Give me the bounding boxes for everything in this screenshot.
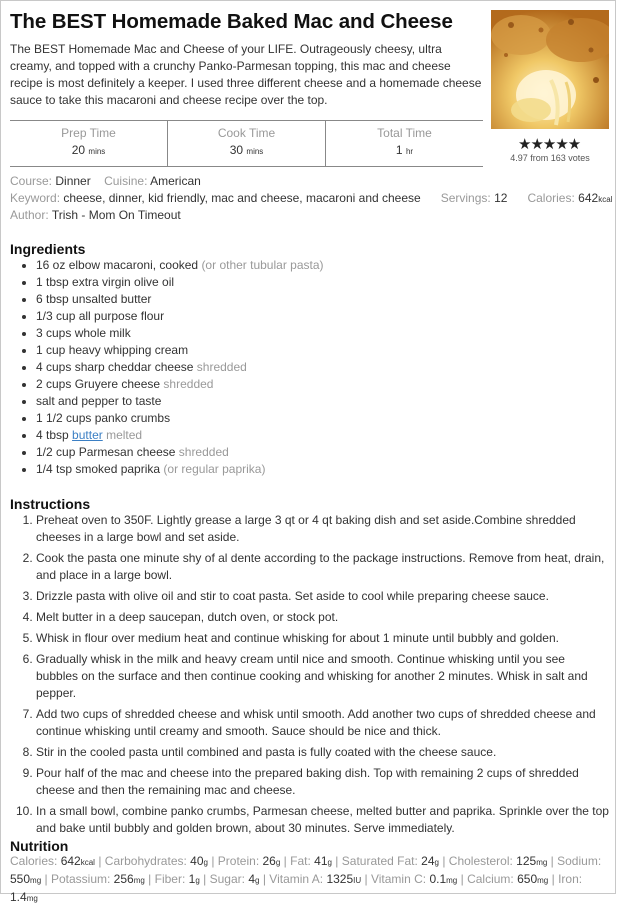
calories-value: 642kcal	[578, 191, 613, 205]
ingredient-item: • 6 tbsp unsalted butter	[36, 291, 324, 308]
prep-time-value: 20 mins	[71, 143, 106, 157]
ingredient-item: • 1/4 tsp smoked paprika (or regular paprika)	[36, 461, 324, 478]
instruction-step: 1. Preheat oven to 350F. Lightly grease a large 3 qt or 4 qt baking dish and set aside.Combine shredded cheeses in a large bowl and set aside.	[36, 512, 609, 546]
author-label: Author:	[10, 208, 49, 222]
instruction-step: 4. Melt butter in a deep saucepan, dutch oven, or stock pot.	[36, 609, 609, 626]
ingredients-heading: Ingredients	[10, 241, 86, 257]
instruction-step: 10. In a small bowl, combine panko crumbs, Parmesan cheese, melted butter and paprika. Sprinkle over the top and bake until bubbly and golden brown, about 30 minutes. Serve immediately.	[36, 803, 609, 837]
nutrition-item: Iron: 1.4mg	[10, 872, 583, 904]
nutrition-item: Cholesterol: 125mg	[448, 854, 548, 868]
nutrition-item: Sugar: 4g	[209, 872, 260, 886]
ingredient-item: • 1/2 cup Parmesan cheese shredded	[36, 444, 324, 461]
nutrition-item: Potassium: 256mg	[50, 872, 145, 886]
cuisine-value: American	[150, 174, 201, 188]
instruction-step: 7. Add two cups of shredded cheese and whisk until smooth. Add another two cups of shredded cheese and continue whisking until creamy and smooth. Sauce should be nice and thick.	[36, 706, 609, 740]
instruction-step: 2. Cook the pasta one minute shy of al dente according to the package instructions. Remove from heat, drain, and place in a large bowl.	[36, 550, 609, 584]
cook-time-value: 30 mins	[229, 143, 264, 157]
nutrition-item: Carbohydrates: 40g	[104, 854, 208, 868]
keyword-value: cheese, dinner, kid friendly, mac and cheese, macaroni and cheese	[63, 191, 421, 205]
ingredient-item: • 1/3 cup all purpose flour	[36, 308, 324, 325]
nutrition-item: Sodium: 550mg	[10, 854, 602, 886]
ingredients-list	[1, 257, 324, 478]
total-time-label: Total Time	[377, 126, 432, 140]
nutrition-item: Protein: 26g	[217, 854, 281, 868]
butter-link[interactable]: butter	[72, 428, 103, 442]
total-time	[325, 121, 483, 166]
rating-stars[interactable]: ★★★★★	[518, 136, 581, 153]
ingredient-item: • 1 tbsp extra virgin olive oil	[36, 274, 324, 291]
ingredient-item: • 4 tbsp butter melted	[36, 427, 324, 444]
nutrition-item: Calcium: 650mg	[467, 872, 549, 886]
instruction-step: 6. Gradually whisk in the milk and heavy cream until nice and smooth. Continue whisking until you see bubbles on the surface and then continue cooking and whisking for another 2 minutes. Whisk in salt and pepper.	[36, 651, 609, 702]
servings-label: Servings:	[440, 191, 491, 205]
ingredient-item: • 3 cups whole milk	[36, 325, 324, 342]
keyword-line	[10, 191, 612, 205]
nutrition-item: Vitamin A: 1325IU	[269, 872, 362, 886]
keyword-label: Keyword:	[10, 191, 61, 205]
author-value: Trish - Mom On Timeout	[51, 208, 181, 222]
nutrition-item: Calories: 642kcal	[10, 854, 95, 868]
calories-label: Calories:	[527, 191, 575, 205]
cuisine-label: Cuisine:	[104, 174, 148, 188]
ingredient-item: • 4 cups sharp cheddar cheese shredded	[36, 359, 324, 376]
nutrition-item: Saturated Fat: 24g	[341, 854, 439, 868]
instruction-step: 3. Drizzle pasta with olive oil and stir to coat pasta. Set aside to cool while preparing cheese sauce.	[36, 588, 609, 605]
total-time-value: 1 hr	[395, 143, 414, 157]
ingredient-item: • salt and pepper to taste	[36, 393, 324, 410]
recipe-times	[10, 120, 483, 167]
author-line	[10, 208, 181, 222]
instruction-step: 5. Whisk in flour over medium heat and continue whisking for about 1 minute until bubbly and golden.	[36, 630, 609, 647]
nutrition-item: Vitamin C: 0.1mg	[370, 872, 458, 886]
servings-value[interactable]: 12	[494, 191, 508, 205]
instruction-step: 9. Pour half of the mac and cheese into the prepared baking dish. Top with remaining 2 cups of shredded cheese and then the remaining mac and cheese.	[36, 765, 609, 799]
cook-time	[167, 121, 325, 166]
nutrition-item: Fiber: 1g	[154, 872, 200, 886]
cook-time-label: Cook Time	[217, 126, 276, 140]
ingredient-item: • 1 1/2 cups panko crumbs	[36, 410, 324, 427]
course-cuisine-line	[10, 174, 201, 188]
rating-votes: 4.97 from 163 votes	[510, 153, 590, 163]
nutrition-item: Fat: 41g	[290, 854, 332, 868]
ingredient-item: • 1 cup heavy whipping cream	[36, 342, 324, 359]
instruction-step: 8. Stir in the cooled pasta until combined and pasta is fully coated with the cheese sauce.	[36, 744, 609, 761]
instructions-heading: Instructions	[10, 496, 91, 512]
course-value: Dinner	[55, 174, 91, 188]
mac-and-cheese-image	[491, 10, 609, 129]
nutrition-facts: Calories: 642kcal | Carbohydrates: 40g | Protein: 26g | Fat: 41g | Saturated Fat: 24g | Cholesterol: 125mg | Sodium: 550mg | Potassium: 256mg | Fiber: 1g | Sugar: 4g | Vitamin A: 1325IU | Vitamin C: 0.1mg | Calcium: 650mg | Iron: 1.4mg	[10, 854, 602, 904]
recipe-summary: The BEST Homemade Mac and Cheese of your LIFE. Outrageously cheesy, ultra creamy, and topped with a crunchy Panko-Parmesan topping, this mac and cheese recipe is most definitely a keeper. I used three different cheese and a homemade cheese sauce to take this macaroni and cheese recipe over the top.	[10, 42, 482, 107]
instructions-list	[1, 512, 609, 841]
recipe-title: The BEST Homemade Baked Mac and Cheese	[10, 10, 453, 33]
recipe-photo[interactable]	[491, 10, 609, 129]
nutrition-heading: Nutrition	[10, 838, 69, 854]
ingredient-item: • 16 oz elbow macaroni, cooked (or other tubular pasta)	[36, 257, 324, 274]
prep-time	[10, 121, 167, 166]
ingredient-item: • 2 cups Gruyere cheese shredded	[36, 376, 324, 393]
course-label: Course:	[10, 174, 53, 188]
prep-time-label: Prep Time	[61, 126, 116, 140]
